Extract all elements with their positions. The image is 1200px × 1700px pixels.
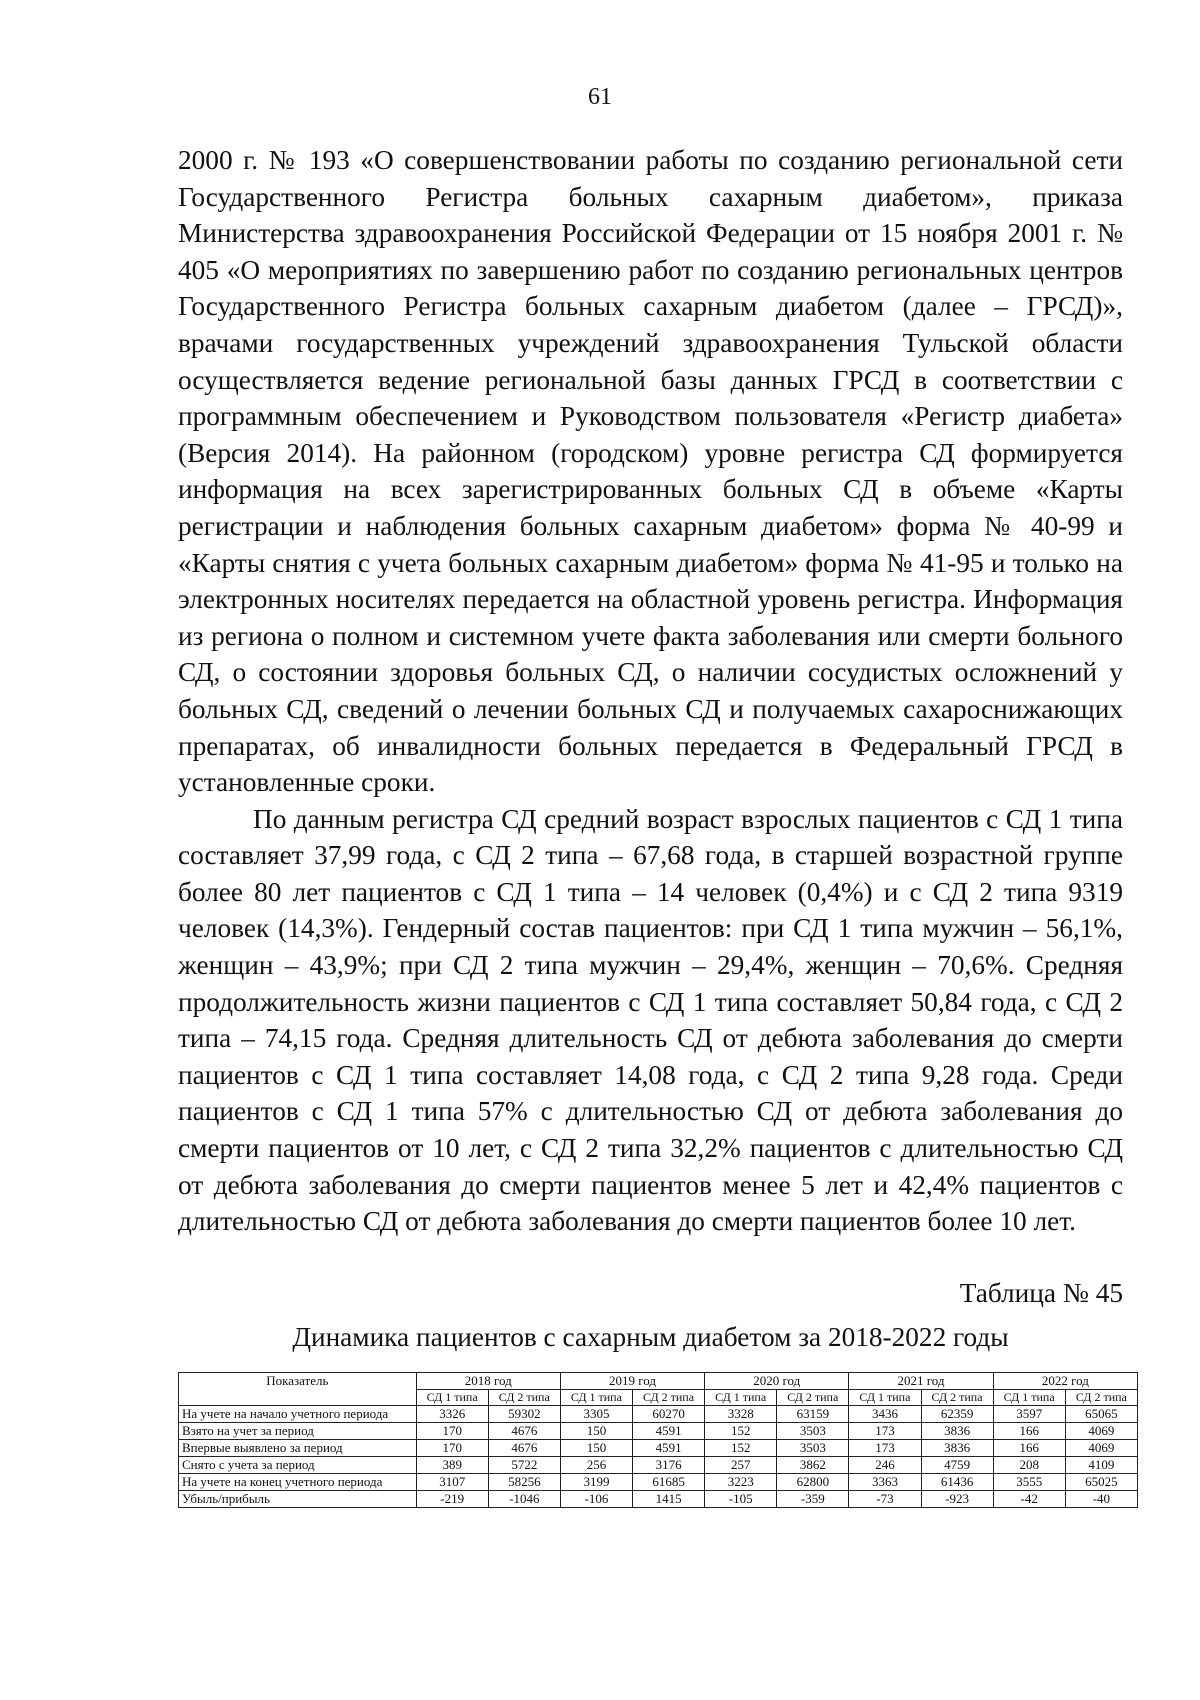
table-cell: 3597 [993, 1406, 1065, 1423]
table-cell: 389 [416, 1457, 488, 1474]
table-header [179, 1373, 1138, 1406]
table-row [179, 1491, 1138, 1508]
table-cell: 61436 [921, 1474, 993, 1491]
table-row [179, 1457, 1138, 1474]
table-cell: 5722 [488, 1457, 560, 1474]
table-cell: 150 [560, 1423, 632, 1440]
table-row [179, 1406, 1138, 1423]
header-indicator: Показатель [179, 1373, 417, 1406]
table-cell: 3836 [921, 1440, 993, 1457]
table-cell: 58256 [488, 1474, 560, 1491]
header-diabetes-type: СД 1 типа [705, 1390, 777, 1406]
table-cell: 3436 [849, 1406, 921, 1423]
row-label: Впервые выявлено за период [179, 1440, 417, 1457]
table-cell: 3176 [633, 1457, 705, 1474]
table-cell: 4109 [1065, 1457, 1137, 1474]
table-cell: 62800 [777, 1474, 849, 1491]
table-cell: 152 [705, 1423, 777, 1440]
body-text [178, 142, 1123, 1240]
header-diabetes-type: СД 2 типа [921, 1390, 993, 1406]
table-cell: 62359 [921, 1406, 993, 1423]
table-cell: -42 [993, 1491, 1065, 1508]
table-cell: 166 [993, 1440, 1065, 1457]
row-label: Убыль/прибыль [179, 1491, 417, 1508]
header-diabetes-type: СД 1 типа [993, 1390, 1065, 1406]
table-row [179, 1474, 1138, 1491]
table-cell: 170 [416, 1440, 488, 1457]
header-year: 2018 год [416, 1373, 560, 1390]
table-cell: 173 [849, 1423, 921, 1440]
table-cell: -1046 [488, 1491, 560, 1508]
table-cell: 3305 [560, 1406, 632, 1423]
row-label: Взято на учет за период [179, 1423, 417, 1440]
table-cell: 4676 [488, 1440, 560, 1457]
table-cell: 4069 [1065, 1423, 1137, 1440]
table-cell: 3503 [777, 1440, 849, 1457]
table-cell: 65065 [1065, 1406, 1137, 1423]
paragraph-registry: 2000 г. № 193 «О совершенствовании работы по созданию региональной сети Государственного Регистра больных сахарным диабетом», приказа Министерства здравоохранения Российской Федерации от 15 ноября 2001 г. № 405 «О мероприятиях по завершению работ по созданию региональных центров Государственного Регистра больных сахарным диабетом (далее – ГРСД)», врачами государственных учреждений здравоохранения Тульской области осуществляется ведение региональной базы данных ГРСД в соответствии с программным обеспечением и Руководством пользователя «Регистр диабета» (Версия 2014). На районном (городском) уровне регистра СД формируется информация на всех зарегистрированных больных СД в объеме «Карты регистрации и наблюдения больных сахарным диабетом» форма № 40-99 и «Карты снятия с учета больных сахарным диабетом» форма № 41-95 и только на электронных носителях передается на областной уровень регистра. Информация из региона о полном и системном учете факта заболевания или смерти больного СД, о состоянии здоровья больных СД, о наличии сосудистых осложнений у больных СД, сведений о лечении больных СД и получаемых сахароснижающих препаратах, об инвалидности больных передается в Федеральный ГРСД в установленные сроки. [178, 145, 1123, 798]
table-cell: 4069 [1065, 1440, 1137, 1457]
paragraph-statistics: По данным регистра СД средний возраст взрослых пациентов с СД 1 типа составляет 37,99 года, с СД 2 типа – 67,68 года, в старшей возрастной группе более 80 лет пациентов с СД 1 типа – 14 человек (0,4%) и с СД 2 типа 9319 человек (14,3%). Гендерный состав пациентов: при СД 1 типа мужчин – 56,1%, женщин – 43,9%; при СД 2 типа мужчин – 29,4%, женщин – 70,6%. Средняя продолжительность жизни пациентов с СД 1 типа составляет 50,84 года, с СД 2 типа – 74,15 года. Средняя длительность СД от дебюта заболевания до смерти пациентов с СД 1 типа составляет 14,08 года, с СД 2 типа 9,28 года. Среди пациентов с СД 1 типа 57% с длительностью СД от дебюта заболевания до смерти пациентов от 10 лет, с СД 2 типа 32,2% пациентов с длительностью СД от дебюта заболевания до смерти пациентов менее 5 лет и 42,4% пациентов с длительностью СД от дебюта заболевания до смерти пациентов более 10 лет. [178, 803, 1123, 1237]
table-cell: 3328 [705, 1406, 777, 1423]
header-year: 2020 год [705, 1373, 849, 1390]
page-number: 61 [588, 84, 612, 110]
diabetes-dynamics-table [178, 1372, 1138, 1508]
table-cell: 3326 [416, 1406, 488, 1423]
table-cell: 3555 [993, 1474, 1065, 1491]
table-cell: 3363 [849, 1474, 921, 1491]
header-year: 2021 год [849, 1373, 993, 1390]
table-cell: 3199 [560, 1474, 632, 1491]
table-cell: 166 [993, 1423, 1065, 1440]
table-row [179, 1423, 1138, 1440]
table-cell: 3223 [705, 1474, 777, 1491]
table-cell: -73 [849, 1491, 921, 1508]
table-cell: 246 [849, 1457, 921, 1474]
table-number-label: Таблица № 45 [959, 1278, 1123, 1308]
table-cell: 3862 [777, 1457, 849, 1474]
table-cell: -923 [921, 1491, 993, 1508]
table-body [179, 1406, 1138, 1508]
table-cell: 4676 [488, 1423, 560, 1440]
header-diabetes-type: СД 1 типа [416, 1390, 488, 1406]
table-cell: 150 [560, 1440, 632, 1457]
header-year: 2022 год [993, 1373, 1137, 1390]
header-diabetes-type: СД 2 типа [1065, 1390, 1137, 1406]
table-cell: 4591 [633, 1423, 705, 1440]
header-row-years [179, 1373, 1138, 1390]
table-cell: 4591 [633, 1440, 705, 1457]
table-cell: 1415 [633, 1491, 705, 1508]
table-cell: -106 [560, 1491, 632, 1508]
table-cell: 59302 [488, 1406, 560, 1423]
table-cell: 60270 [633, 1406, 705, 1423]
table-cell: 152 [705, 1440, 777, 1457]
row-label: На учете на начало учетного периода [179, 1406, 417, 1423]
table-cell: 3836 [921, 1423, 993, 1440]
table-cell: 173 [849, 1440, 921, 1457]
header-diabetes-type: СД 1 типа [849, 1390, 921, 1406]
table-cell: 4759 [921, 1457, 993, 1474]
table-cell: -105 [705, 1491, 777, 1508]
header-diabetes-type: СД 2 типа [777, 1390, 849, 1406]
table-cell: 65025 [1065, 1474, 1137, 1491]
table-cell: 170 [416, 1423, 488, 1440]
header-diabetes-type: СД 2 типа [488, 1390, 560, 1406]
table-cell: 63159 [777, 1406, 849, 1423]
table-cell: 257 [705, 1457, 777, 1474]
table-cell: -359 [777, 1491, 849, 1508]
table-cell: 3107 [416, 1474, 488, 1491]
table-cell: 256 [560, 1457, 632, 1474]
table-cell: -219 [416, 1491, 488, 1508]
header-year: 2019 год [560, 1373, 704, 1390]
header-diabetes-type: СД 1 типа [560, 1390, 632, 1406]
table-cell: 208 [993, 1457, 1065, 1474]
table-cell: -40 [1065, 1491, 1137, 1508]
table-row [179, 1440, 1138, 1457]
table-cell: 61685 [633, 1474, 705, 1491]
row-label: Снято с учета за период [179, 1457, 417, 1474]
header-diabetes-type: СД 2 типа [633, 1390, 705, 1406]
table-cell: 3503 [777, 1423, 849, 1440]
table-title: Динамика пациентов с сахарным диабетом за 2018-2022 годы [292, 1322, 1009, 1352]
row-label: На учете на конец учетного периода [179, 1474, 417, 1491]
